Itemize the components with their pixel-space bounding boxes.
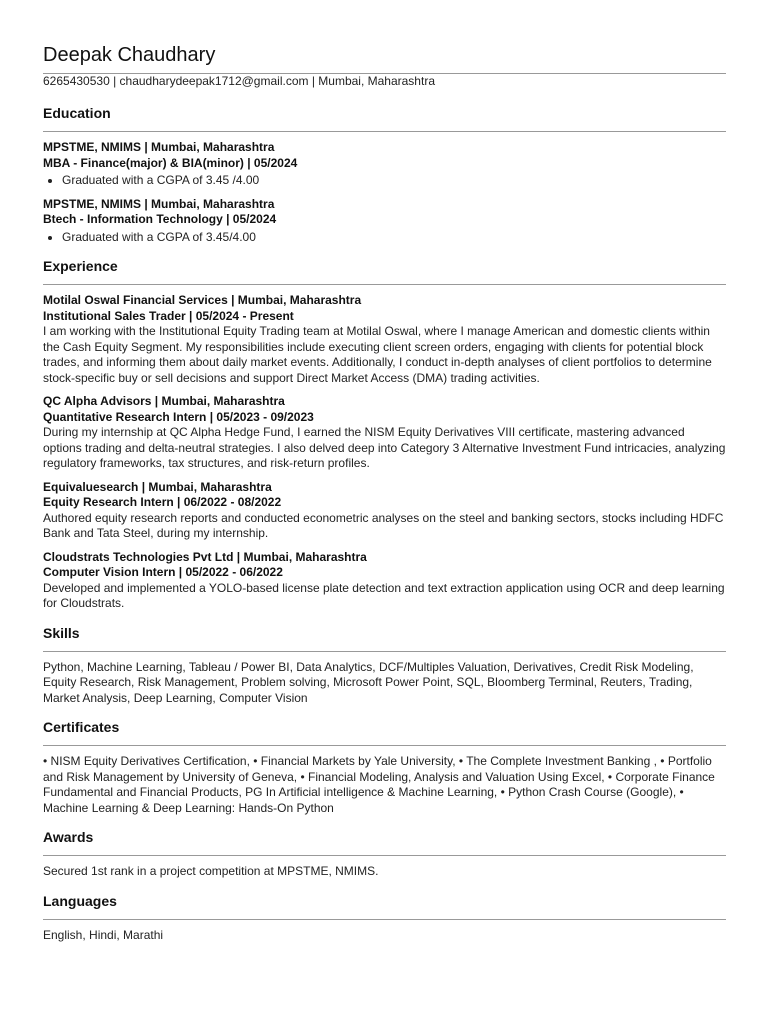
section-divider (43, 131, 726, 132)
experience-entry (43, 394, 726, 472)
experience-section (43, 257, 726, 612)
education-entry (43, 197, 726, 246)
candidate-name: Deepak Chaudhary (43, 44, 216, 66)
section-title-awards: Awards (43, 829, 94, 845)
certificates-section (43, 718, 726, 816)
entry-role: Computer Vision Intern | 05/2022 - 06/2022 (43, 565, 283, 579)
section-divider (43, 855, 726, 856)
skills-section (43, 624, 726, 707)
entry-role: Institutional Sales Trader | 05/2024 - Present (43, 308, 294, 323)
entry-institution: MPSTME, NMIMS | Mumbai, Maharashtra (43, 196, 275, 211)
resume-body (43, 104, 726, 955)
section-divider (43, 284, 726, 285)
section-divider (43, 651, 726, 652)
entry-company: Equivaluesearch | Mumbai, Maharashtra (43, 479, 272, 494)
entry-company: Motilal Oswal Financial Services | Mumbai, Maharashtra (43, 293, 362, 307)
entry-institution: MPSTME, NMIMS | Mumbai, Maharashtra (43, 140, 275, 154)
section-title-skills: Skills (43, 624, 80, 641)
section-title-experience: Experience (43, 258, 118, 274)
skills-text: Python, Machine Learning, Tableau / Power BI, Data Analytics, DCF/Multiples Valuation, Derivatives, Credit Risk Modeling, Equity Research, Risk Management, Problem solving, Microsoft Power Point, SQL, Bloomberg Terminal, Reuters, Trading, Market Analysis, Deep Learning, Computer Vision (43, 659, 694, 705)
contact-line: 6265430530 | chaudharydeepak1712@gmail.com | Mumbai, Maharashtra (43, 74, 435, 88)
experience-entry (43, 550, 726, 612)
entry-bullets (43, 173, 726, 189)
section-title-certificates: Certificates (43, 719, 120, 735)
section-title-education: Education (43, 105, 111, 121)
entry-role: Equity Research Intern | 06/2022 - 08/2022 (43, 495, 282, 509)
awards-text: Secured 1st rank in a project competition at MPSTME, NMIMS. (43, 864, 379, 878)
list-item: • Graduated with a CGPA of 3.45/4.00 (62, 230, 726, 246)
education-section (43, 104, 726, 245)
languages-text: English, Hindi, Marathi (43, 927, 164, 942)
section-divider (43, 745, 726, 746)
entry-degree: MBA - Finance(major) & BIA(minor) | 05/2024 (43, 155, 298, 170)
languages-section (43, 892, 726, 944)
entry-company: QC Alpha Advisors | Mumbai, Maharashtra (43, 394, 285, 408)
awards-section (43, 828, 726, 880)
education-entry (43, 140, 726, 189)
certificates-text: • NISM Equity Derivatives Certification, • Financial Markets by Yale University, • The Complete Investment Banking , • Portfolio and Risk Management by University of Geneva, • Financial Modeling, Analysis and Valuation Using Excel, • Corporate Finance Fundamental and Financial Products, PG In Artificial intelligence & Machine Learning, • Python Crash Course (Google), • Machine Learning & Deep Learning: Hands-On Python (43, 754, 715, 815)
section-divider (43, 919, 726, 920)
experience-entry (43, 293, 726, 386)
entry-degree: Btech - Information Technology | 05/2024 (43, 212, 277, 226)
experience-entry (43, 480, 726, 542)
section-title-languages: Languages (43, 892, 117, 909)
entry-description: Developed and implemented a YOLO-based license plate detection and text extraction application using OCR and deep learning for Cloudstrats. (43, 580, 725, 610)
entry-description: I am working with the Institutional Equity Trading team at Motilal Oswal, where I manage American and domestic clients within the Cash Equity Segment. My responsibilities include executing client screen orders, engaging with clients for potential block trades, and informing them about daily market events. Additionally, I conduct in-depth analyses of client portfolios to determine stock-specific buy or sell decisions and support Direct Market Access (DMA) trading activities. (43, 324, 712, 385)
entry-description: Authored equity research reports and conducted econometric analyses on the steel and banking sectors, stocks including HDFC Bank and Tata Steel, during my internship. (43, 510, 724, 540)
entry-description: During my internship at QC Alpha Hedge Fund, I earned the NISM Equity Derivatives VIII certificate, mastering advanced options trading and delta-neutral strategies. I also delved deep into Category 3 Alternative Investment Fund intricacies, analyzing regulatory frameworks, tax structures, and risk-return profiles. (43, 425, 726, 470)
list-item: • Graduated with a CGPA of 3.45 /4.00 (62, 173, 726, 189)
entry-company: Cloudstrats Technologies Pvt Ltd | Mumbai, Maharashtra (43, 549, 367, 564)
entry-bullets (43, 230, 726, 246)
entry-role: Quantitative Research Intern | 05/2023 - 09/2023 (43, 409, 314, 424)
